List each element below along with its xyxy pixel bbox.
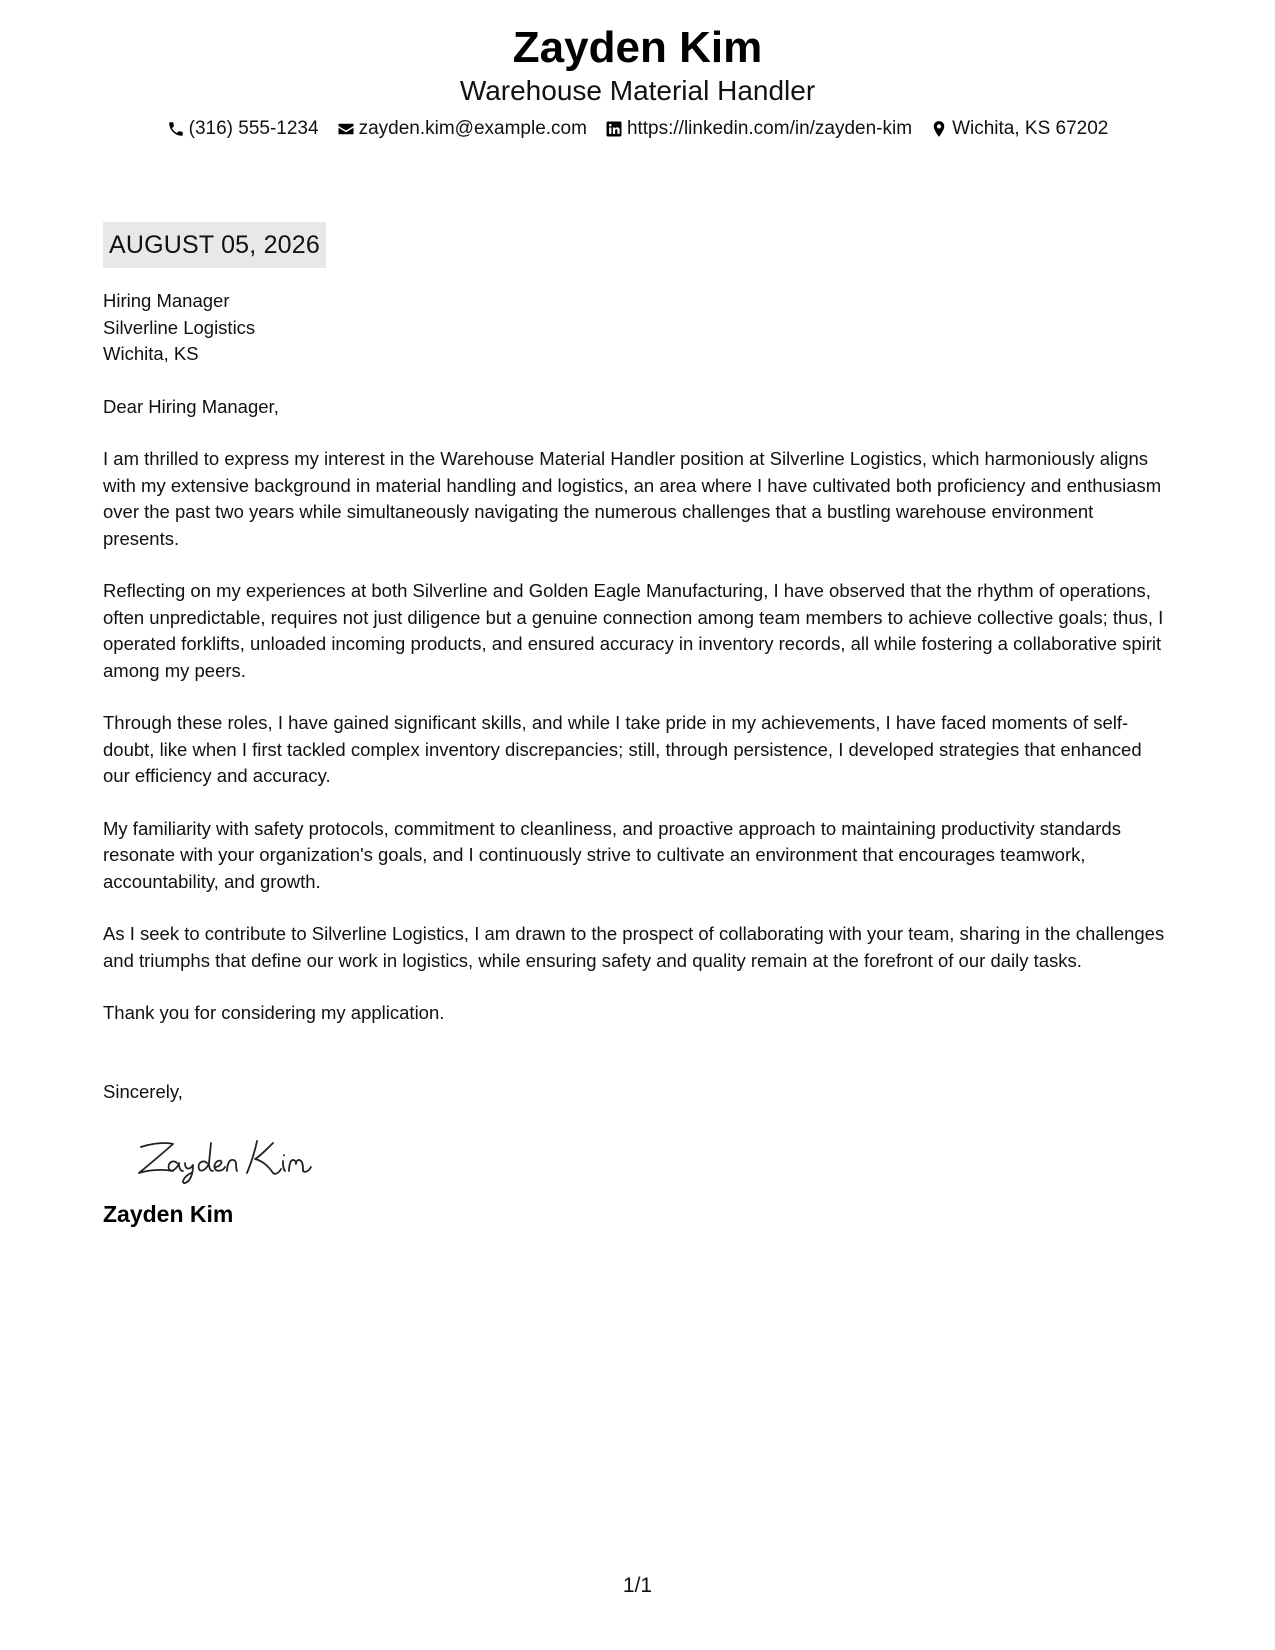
applicant-name: Zayden Kim	[512, 23, 763, 72]
phone-text: (316) 555-1234	[188, 118, 319, 139]
paragraph-2: Reflecting on my experiences at both Silverline and Golden Eagle Manufacturing, I have observed that the rhythm of operations, often unpredictable, requires not just diligence but a genuine connection among team members to achieve collective goals; thus, I operated forklifts, unloaded incoming products, and ensured accuracy in inventory records, all while fostering a collaborative spirit among my peers.	[103, 580, 1164, 681]
closing-line: Thank you for considering my application.	[103, 1002, 445, 1023]
recipient-block	[103, 288, 1173, 368]
map-pin-icon	[930, 120, 948, 138]
contact-linkedin[interactable]	[605, 116, 912, 142]
recipient-location: Wichita, KS	[103, 343, 199, 364]
paragraph-5: As I seek to contribute to Silverline Logistics, I am drawn to the prospect of collaborating with your team, sharing in the challenges and triumphs that define our work in logistics, while ensuring safety and quality remain at the forefront of our daily tasks.	[103, 923, 1165, 971]
job-title: Warehouse Material Handler	[459, 75, 816, 106]
handwritten-signature	[133, 1129, 343, 1187]
recipient-company: Silverline Logistics	[103, 316, 256, 338]
signoff: Sincerely,	[103, 1080, 183, 1102]
phone-icon	[167, 120, 185, 138]
envelope-icon	[337, 120, 355, 138]
letter-body	[103, 288, 1173, 1229]
letter-date: AUGUST 05, 2026	[103, 222, 326, 268]
linkedin-icon	[605, 120, 623, 138]
letter-header	[0, 22, 1275, 142]
paragraph-1: I am thrilled to express my interest in the Warehouse Material Handler position at Silverline Logistics, which harmoniously aligns with my extensive background in material handling and logistics, an area where I have cultivated both proficiency and enthusiasm over the past two years while simultaneously navigating the numerous challenges that a bustling warehouse environment presents.	[103, 448, 1162, 549]
signer-name: Zayden Kim	[103, 1201, 234, 1227]
paragraph-3: Through these roles, I have gained significant skills, and while I take pride in my achievements, I have faced moments of self-doubt, like when I first tackled complex inventory discrepancies; still, through persistence, I developed strategies that enhanced our efficiency and accuracy.	[103, 712, 1142, 786]
contact-info	[0, 116, 1275, 142]
email-text: zayden.kim@example.com	[358, 118, 587, 139]
recipient-title: Hiring Manager	[103, 290, 230, 311]
linkedin-text: https://linkedin.com/in/zayden-kim	[626, 118, 913, 139]
location-text: Wichita, KS 67202	[952, 118, 1109, 139]
contact-location	[930, 116, 1108, 142]
paragraph-4: My familiarity with safety protocols, commitment to cleanliness, and proactive approach to maintaining productivity standards resonate with your organization's goals, and I continuously strive to cultivate an environment that encourages teamwork, accountability, and growth.	[103, 817, 1121, 892]
page-number: 1/1	[622, 1574, 653, 1597]
contact-email[interactable]	[337, 116, 587, 142]
contact-phone[interactable]	[167, 116, 319, 142]
salutation: Dear Hiring Manager,	[103, 395, 279, 417]
